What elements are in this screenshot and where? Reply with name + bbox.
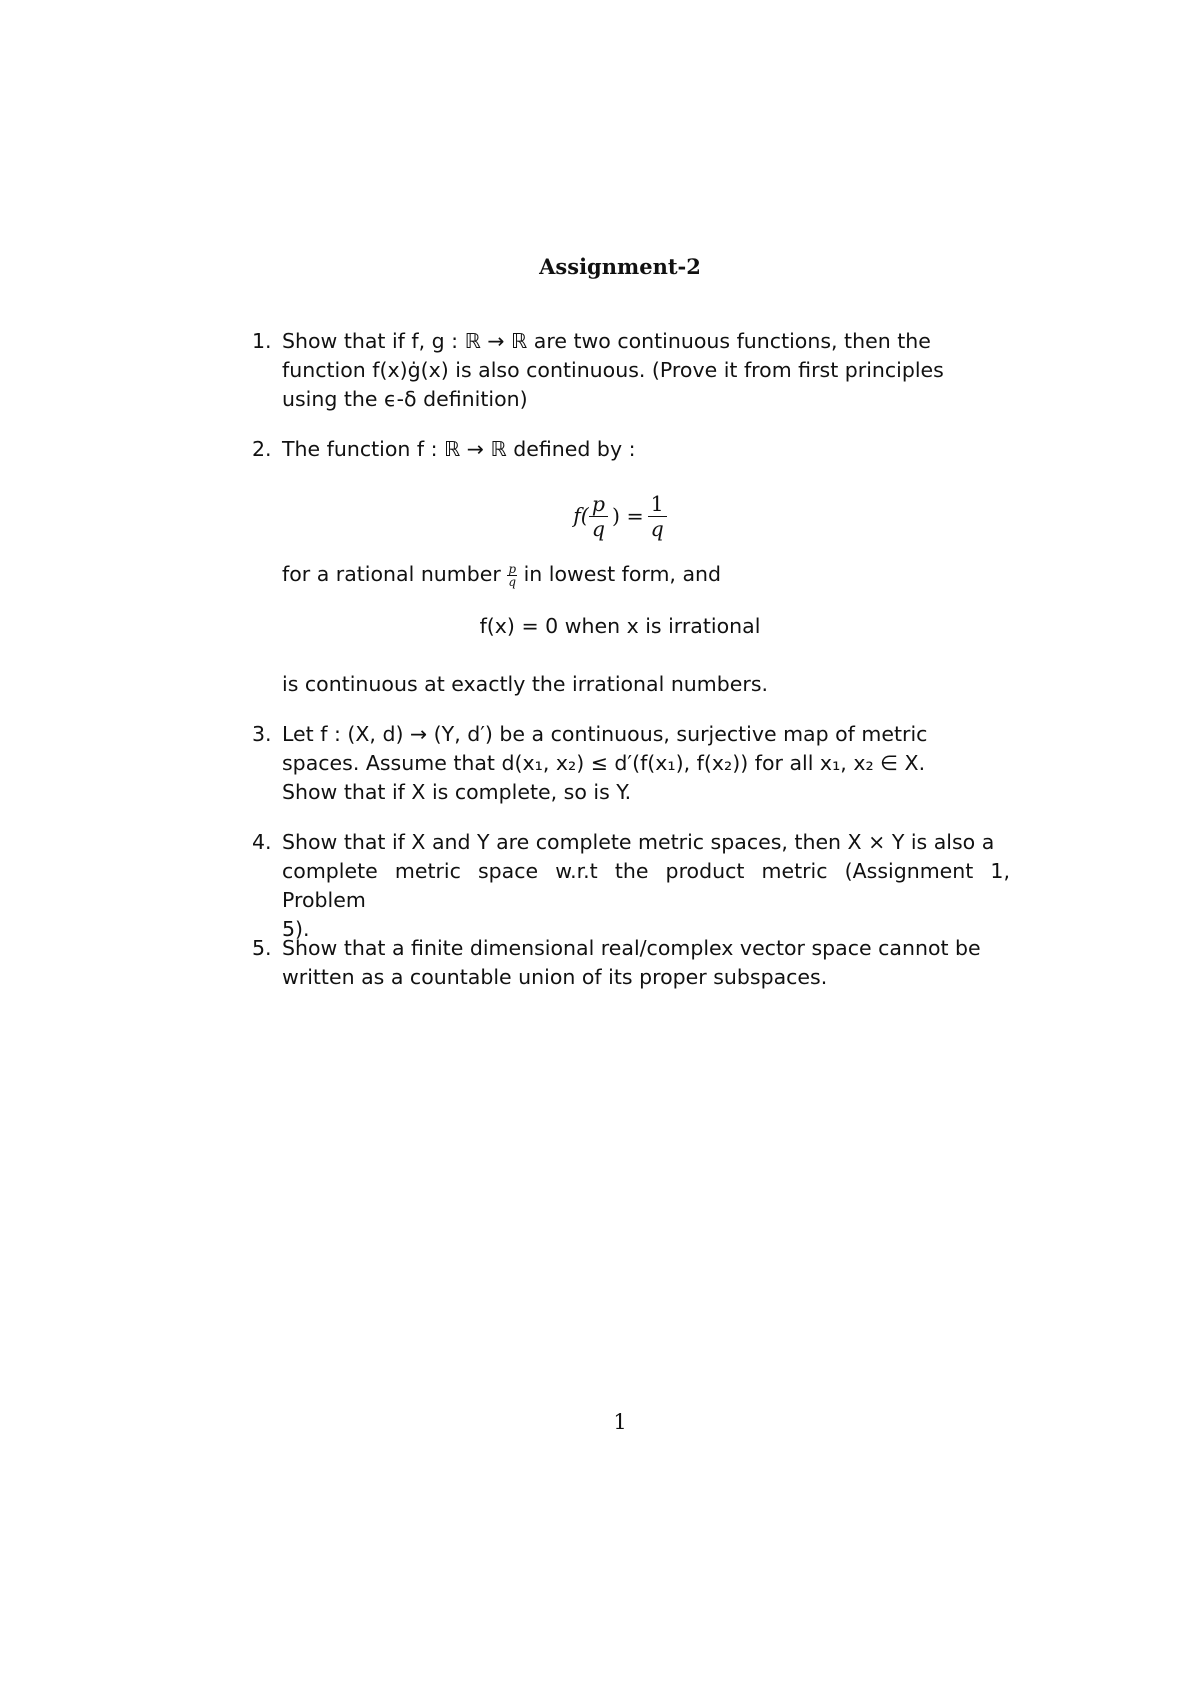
numerator: p: [589, 492, 608, 517]
fraction-one-over-q: [648, 492, 667, 541]
problem-number: 2.: [252, 437, 272, 461]
problem-3: [252, 720, 1010, 807]
text: for a rational number: [282, 562, 501, 586]
denominator: q: [508, 574, 517, 589]
fraction-p-over-q: [589, 492, 608, 541]
problem-number: 5.: [252, 936, 272, 960]
eq-lhs: f(: [573, 503, 589, 528]
problem-line: 5).: [282, 917, 310, 941]
problem-line: using the ϵ-δ definition): [282, 387, 528, 411]
problem-line: Show that if X and Y are complete metric spaces, then X × Y is also a: [282, 830, 995, 854]
problem-line: spaces. Assume that d(x₁, x₂) ≤ d′(f(x₁), f(x₂)) for all x₁, x₂ ∈ X.: [282, 751, 926, 775]
problem-intro: The function f : ℝ → ℝ defined by :: [282, 437, 636, 461]
assignment-title: Assignment-2: [539, 254, 701, 279]
problem-5: [252, 934, 1010, 992]
problem-line: Let f : (X, d) → (Y, d′) be a continuous, surjective map of metric: [282, 722, 928, 746]
text: in lowest form, and: [523, 562, 722, 586]
problem-1: [252, 327, 1010, 414]
problem-2-rational-line: [282, 560, 1010, 589]
problem-number: 1.: [252, 329, 272, 353]
denominator: q: [591, 517, 605, 541]
problem-line: complete metric space w.r.t the product metric (Assignment 1, Problem: [282, 859, 1010, 912]
equation-irrational: f(x) = 0 when x is irrational: [479, 614, 761, 638]
problem-number: 3.: [252, 722, 272, 746]
eq-mid: ) =: [611, 503, 644, 528]
problem-4: [252, 828, 1010, 944]
problem-line: Show that if X is complete, so is Y.: [282, 780, 632, 804]
denominator: q: [650, 517, 664, 541]
problem-2-conclusion: is continuous at exactly the irrational numbers.: [282, 672, 769, 696]
numerator: p: [508, 561, 517, 576]
numerator: 1: [648, 492, 667, 517]
small-fraction-p-over-q: [507, 563, 517, 588]
problem-number: 4.: [252, 830, 272, 854]
problem-2: [252, 435, 1010, 464]
problem-line: Show that if f, g : ℝ → ℝ are two continuous functions, then the: [282, 329, 931, 353]
problem-line: written as a countable union of its proper subspaces.: [282, 965, 828, 989]
equation-rational: [0, 492, 1200, 541]
problem-line: Show that a finite dimensional real/complex vector space cannot be: [282, 936, 981, 960]
page-number: 1: [613, 1410, 627, 1434]
problem-line: function f(x)ġ(x) is also continuous. (Prove it from first principles: [282, 358, 944, 382]
